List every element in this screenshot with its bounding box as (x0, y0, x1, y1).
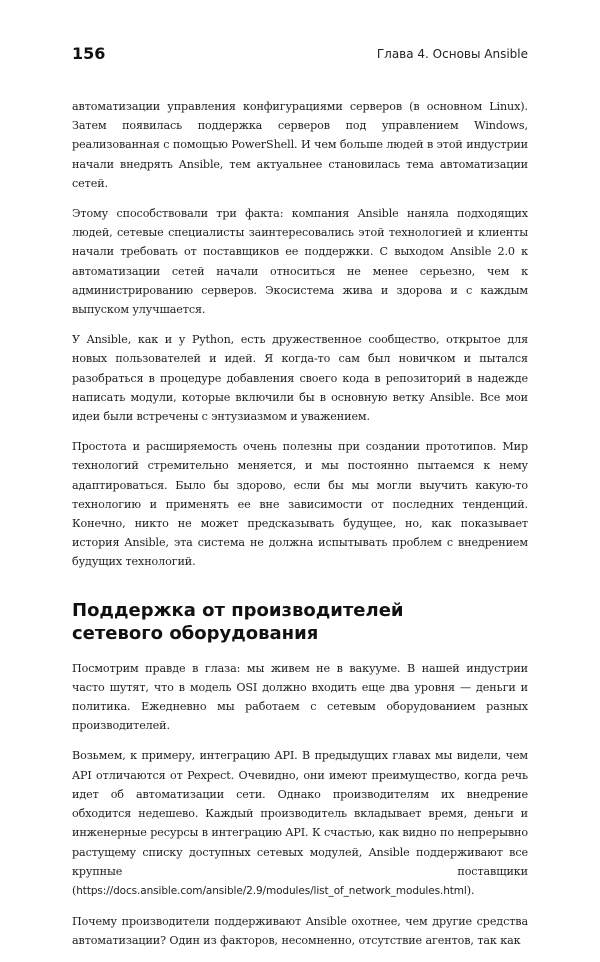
paragraph: Посмотрим правде в глаза: мы живем не в вакууме. В нашей индустрии часто шутят, что в модель OSI должно входить еще два уровня — деньги и политика. Ежедневно мы работаем с сетевым оборудованием разных производителей. (72, 661, 528, 733)
paragraph-with-link (72, 746, 528, 901)
network-modules-url[interactable]: https://docs.ansible.com/ansible/2.9/modules/list_of_network_modules.html (76, 884, 467, 897)
page-number: 156 (72, 44, 106, 63)
paragraph-text-end: ). (466, 883, 475, 897)
paragraph-text: Возьмем, к примеру, интеграцию API. В предыдущих главах мы видели, чем API отличаются от Pexpect. Очевидно, они имеют преимущество, когда речь идет об автоматизации сети. Однако производителям их внедрение обходится недешево. Каждый производитель вкладывает время, деньги и инженерные ресурсы в интеграцию API. К счастью, как видно по непрерывно растущему списку доступных сетевых модулей, Ansible поддерживают все крупные поставщики ( (72, 749, 528, 897)
section-heading (72, 599, 528, 645)
paragraph: Почему производители поддерживают Ansible охотнее, чем другие средства автоматизации? Один из факторов, несомненно, отсутствие агентов, так как (72, 915, 528, 948)
paragraph: Простота и расширяемость очень полезны при создании прототипов. Мир технологий стремительно меняется, и мы постоянно пытаемся к нему адаптироваться. Было бы здорово, если бы мы могли выучить какую-то технологию и применять ее вне зависимости от последних тенденций. Конечно, никто не может предсказывать будущее, но, как показывает история Ansible, эта система не должна испытывать проблем с внедрением будущих технологий. (72, 440, 528, 569)
paragraph: У Ansible, как и у Python, есть дружественное сообщество, открытое для новых пользователей и идей. Я когда-то сам был новичком и пытался разобраться в процедуре добавления своего кода в репозиторий в надежде написать модули, которые включили бы в основную ветку Ansible. Все мои идеи были встречены с энтузиазмом и уважением. (72, 333, 528, 424)
paragraph: автоматизации управления конфигурациями серверов (в основном Linux). Затем появилась поддержка серверов под управлением Windows, реализованная с помощью PowerShell. И чем больше людей в этой индустрии начали внедрять Ansible, тем актуальнее становилась тема автоматизации сетей. (72, 100, 528, 190)
paragraph: Этому способствовали три факта: компания Ansible наняла подходящих людей, сетевые специалисты заинтересовались этой технологией и клиенты начали требовать от поставщиков ее поддержки. С выходом Ansible 2.0 к автоматизации сетей начали относиться не менее серьезно, чем к администрированию серверов. Экосистема жива и здорова и с каждым выпуском улучшается. (72, 207, 528, 317)
page-body (72, 97, 528, 962)
section-heading-line2: сетевого оборудования (72, 622, 319, 644)
section-heading-line1: Поддержка от производителей (72, 599, 404, 621)
chapter-running-head: Глава 4. Основы Ansible (376, 47, 528, 61)
